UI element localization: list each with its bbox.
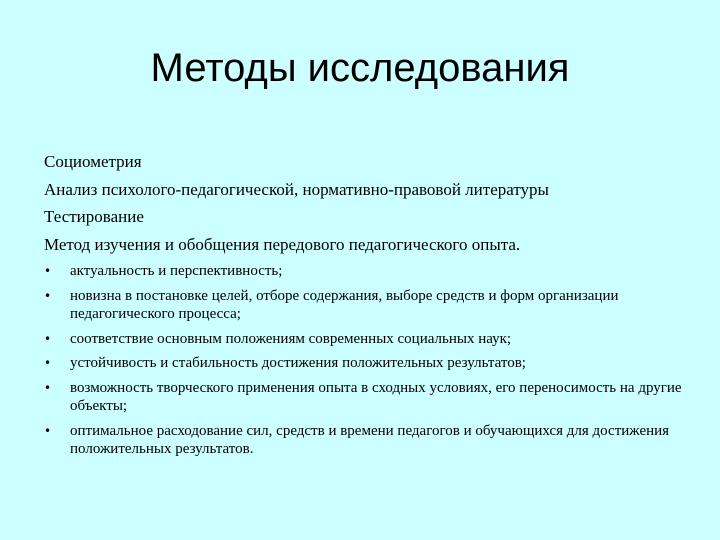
bullet-text: соответствие основным положениям современных социальных наук; [70,330,512,347]
paragraph-experience-method: Метод изучения и обобщения передового педагогического опыта. [44,234,521,254]
bullet-item [44,262,684,281]
bullet-icon: • [44,288,52,303]
criteria-bullet-list [44,262,684,459]
bullet-icon: • [44,423,52,438]
paragraph-testing: Тестирование [44,207,144,226]
slide-body [44,148,684,465]
bullet-item [44,287,684,324]
paragraph-literature-analysis: Анализ психолого-педагогической, нормативно-правовой литературы [44,179,549,199]
bullet-item [44,354,684,373]
bullet-item [44,379,684,416]
bullet-text: возможность творческого применения опыта в сходных условиях, его переносимость на другие объекты; [70,379,682,414]
bullet-text: актуальность и перспективность; [70,263,283,279]
slide-title: Методы исследования [150,46,570,90]
bullet-item [44,422,684,459]
bullet-icon: • [44,356,52,370]
bullet-text: оптимальное расходование сил, средств и времени педагогов и обучающихся для достижения положительных результатов. [70,422,670,457]
bullet-item [44,330,684,349]
bullet-text: новизна в постановке целей, отборе содержания, выборе средств и форм организации педагогического процесса; [70,287,619,322]
bullet-icon: • [44,264,52,278]
bullet-text: устойчивость и стабильность достижения положительных результатов; [70,355,526,371]
paragraph-sociometry: Социометрия [44,152,142,171]
bullet-icon: • [44,331,52,346]
bullet-icon: • [44,380,52,395]
